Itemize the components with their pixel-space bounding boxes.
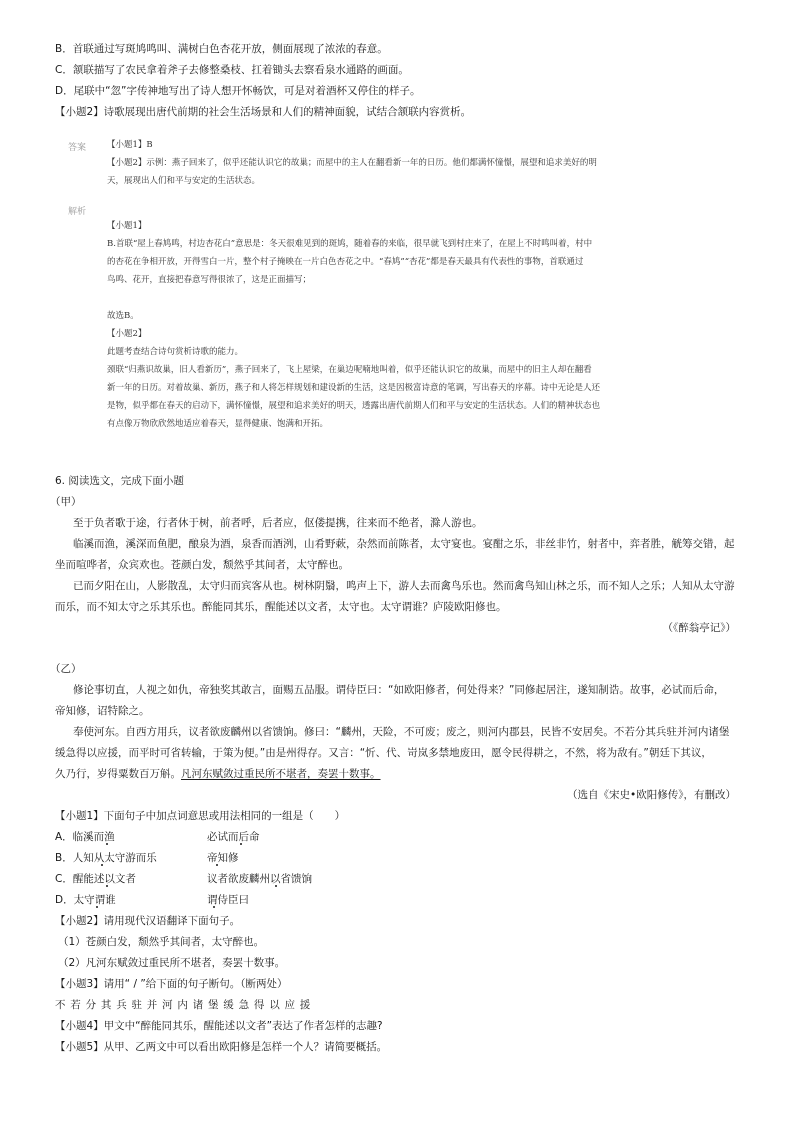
passage-line: 帝知修，诏特除之。 [55, 705, 150, 717]
sub-question-3: 【小题3】请用“ / ”给下面的句子断句。（断两处） [55, 978, 288, 990]
q6-yi-label: （乙） [50, 663, 82, 675]
emphasis-dot [216, 864, 218, 866]
option-a-left: A．临溪而渔 [55, 831, 115, 843]
analysis-tag: 解析 [68, 207, 87, 217]
emphasis-dot [106, 843, 108, 845]
emphasis-dot [106, 885, 108, 887]
emphasis-dot [213, 906, 215, 908]
emphasis-dot [96, 906, 98, 908]
q6-title: 6. 阅读选文，完成下面小题 [55, 475, 184, 487]
emphasis-dot [240, 843, 242, 845]
analysis-line: 有点像万物欣欣然地适应着春天，显得健康、饱满和开拓。 [107, 419, 329, 429]
passage-line: 而乐，而不知太守之乐其乐也。醉能同其乐，醒能述以文者，太守也。太守谓谁？庐陵欧阳修也。 [55, 601, 507, 613]
answer-q2-line2: 天，展现出人们和平与安定的生活状态。 [107, 176, 261, 186]
passage-line: 已而夕阳在山，人影散乱，太守归而宾客从也。树林阴翳，鸣声上下，游人去而禽鸟乐也。然而禽鸟知山林之乐，而不知人之乐；人知从太守游 [73, 580, 735, 592]
option-b-left: B．人知从太守游而乐 [55, 852, 157, 864]
passage-line: 坐而喧哗者，众宾欢也。苍颜白发，颓然乎其间者，太守醉也。 [55, 559, 349, 571]
question-2: 【小题2】诗歌展现出唐代前期的社会生活场景和人们的精神面貌，试结合颔联内容赏析。 [55, 106, 472, 118]
option-d-right: 谓侍臣曰 [207, 894, 249, 906]
option-d: D．尾联中“忽”字传神地写出了诗人想开怀畅饮，可是对着酒杯又停住的样子。 [55, 85, 421, 97]
answer-tag: 答案 [68, 143, 87, 153]
passage-line: 修论事切直，人视之如仇，帝独奖其敢言，面赐五品服。谓侍臣曰：“如欧阳修者，何处得来？”同修起居注，遂知制诰。故事，必试而后命， [73, 684, 725, 696]
q6-jia-label: （甲） [50, 496, 82, 508]
sub-question-2-item-2: （2）凡河东赋敛过重民所不堪者，奏罢十数事。 [58, 957, 286, 969]
sub-question-1: 【小题1】下面句子中加点词意思或用法相同的一组是（ ） [55, 810, 346, 822]
passage-text: 久乃行，岁得粟数百万斛。 [55, 768, 181, 780]
analysis-line: 的杏花在争相开放，开得雪白一片，整个村子掩映在一片白色杏花之中。“春鸠”“杏花”都是春天最具有代表性的事物，首联通过 [107, 257, 584, 267]
analysis-q1-head: 【小题1】 [107, 221, 147, 231]
sub-question-4: 【小题4】甲文中“醉能同其乐，醒能述以文者”表达了作者怎样的志趣? [55, 1020, 383, 1032]
option-d-left: D．太守谓谁 [55, 894, 116, 906]
analysis-line: 颈联“归燕识故巢，旧人看新历”，燕子回来了，飞上屋梁，在巢边呢喃地叫着，似乎还能认识它的故巢，而屋中的旧主人却在翻看 [107, 365, 592, 375]
option-b: B．首联通过写斑鸠鸣叫、满树白色杏花开放，侧面展现了浓浓的春意。 [55, 43, 388, 55]
passage-line [55, 767, 381, 781]
underlined-sentence: 凡河东赋敛过重民所不堪者，奏罢十数事。 [181, 768, 381, 780]
analysis-line: 此题考查结合诗句赏析诗歌的能力。 [107, 347, 244, 357]
passage-line: 奉使河东。自西方用兵，议者欲废麟州以省馈饷。修曰：“麟州，天险，不可废；废之，则河内郡县，民皆不安居矣。不若分其兵驻并河内诸堡 [73, 726, 730, 738]
passage-line: 临溪而渔，溪深而鱼肥，酿泉为酒，泉香而酒洌，山肴野蔌，杂然而前陈者，太守宴也。宴酣之乐，非丝非竹，射者中，弈者胜，觥筹交错，起 [73, 538, 735, 550]
source-2: （选自《宋史•欧阳修传》，有删改） [567, 789, 736, 801]
sub-question-5: 【小题5】从甲、乙两文中可以看出欧阳修是怎样一个人？请简要概括。 [55, 1041, 388, 1053]
analysis-line: 是物，似乎都在春天的启动下，满怀憧憬，展望和追求美好的明天，透露出唐代前期人们和平与安定的生活状态。人们的精神状态也 [107, 401, 601, 411]
sub-question-3-text: 不若分其兵驻并河内诸堡缓急得以应援 [55, 999, 316, 1011]
option-a-right: 必试而后命 [207, 831, 260, 843]
analysis-line: B.首联“屋上春鸠鸣，村边杏花白”意思是：冬天很难见到的斑鸠，随着春的来临，很早就飞到村庄来了，在屋上不时鸣叫着，村中 [107, 239, 593, 249]
emphasis-dot [101, 864, 103, 866]
sub-question-2: 【小题2】请用现代汉语翻译下面句子。 [55, 915, 241, 927]
passage-line: 缓急得以应援，而平时可省转输，于策为便。”由是州得存。又言：“忻、代、岢岚多禁地废田，愿令民得耕之，不然，将为敌有。”朝廷下其议， [55, 747, 712, 759]
analysis-line: 故选B。 [107, 311, 139, 321]
sub-question-2-item-1: （1）苍颜白发，颓然乎其间者，太守醉也。 [58, 936, 265, 948]
source-1: （《醉翁亭记》） [662, 622, 736, 634]
option-b-right: 帝知修 [207, 852, 239, 864]
option-c: C．颔联描写了农民拿着斧子去修整桑枝、扛着锄头去察看泉水通路的画面。 [55, 64, 409, 76]
passage-line: 至于负者歌于途，行者休于树，前者呼，后者应，伛偻提携，往来而不绝者，滁人游也。 [73, 517, 483, 529]
analysis-line: 鸟鸣、花开，直接把春意写得很浓了，这是正面描写； [107, 275, 312, 285]
analysis-line: 新一年的日历。对着故巢、新历，燕子和人将怎样规划和建设新的生活，这是因极富诗意的笔调，写出春天的序幕。诗中无论是人还 [107, 383, 601, 393]
option-c-left: C．醒能述以文者 [55, 873, 136, 885]
emphasis-dot [275, 885, 277, 887]
answer-q1: 【小题1】B [107, 140, 153, 150]
answer-q2-line1: 【小题2】示例：燕子回来了，似乎还能认识它的故巢；而屋中的主人在翻看新一年的日历。他们都满怀憧憬，展望和追求美好的明 [107, 158, 597, 168]
option-c-right: 议者欲废麟州以省馈饷 [207, 873, 312, 885]
analysis-q2-head: 【小题2】 [107, 329, 147, 339]
